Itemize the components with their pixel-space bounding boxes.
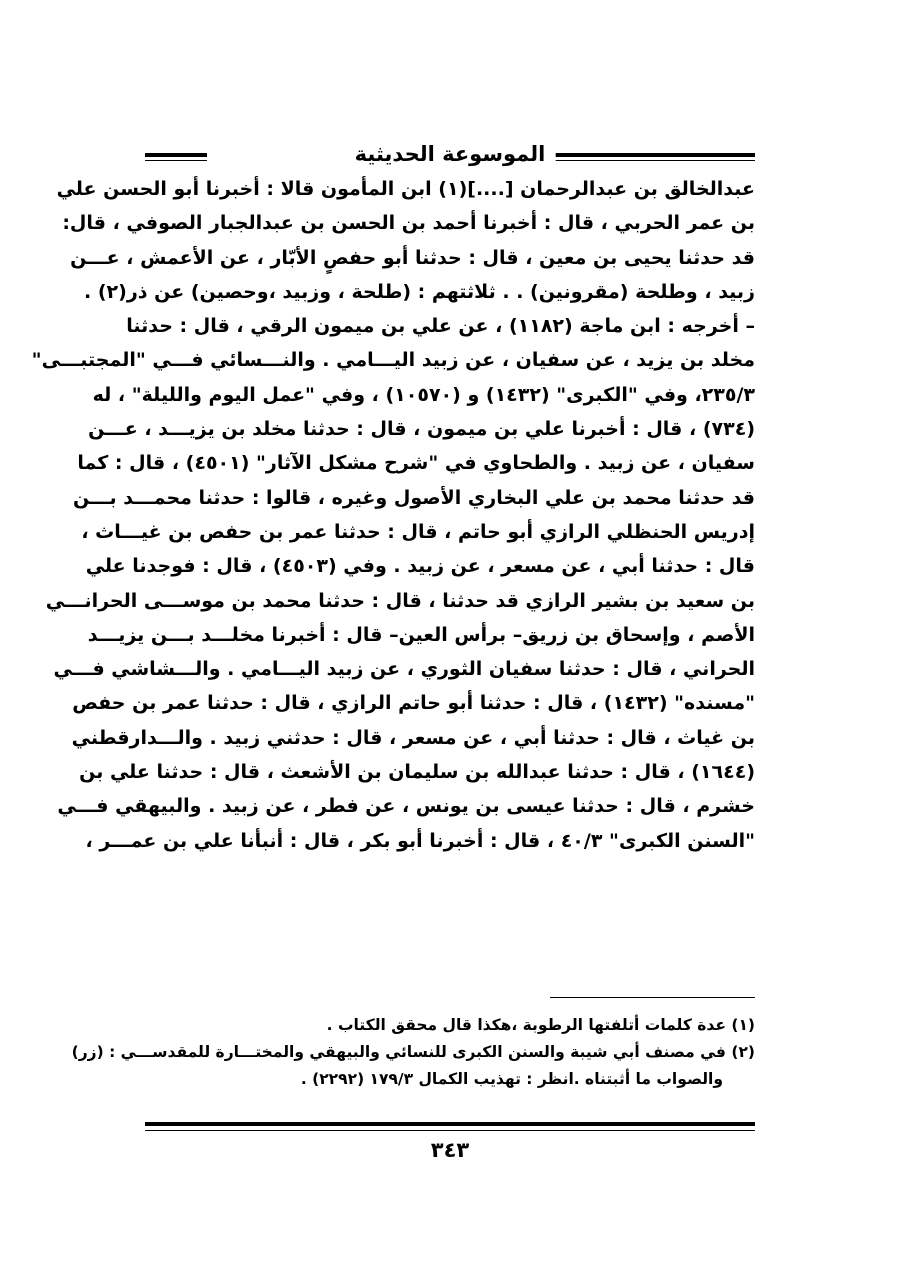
text-line: "السنن الكبرى" ٤٠/٣ ، قال : أخبرنا أبو بكر ، قال : أنبأنا علي بن عمـــر ،: [85, 829, 755, 852]
text-line: الأصم ، وإسحاق بن زريق– برأس العين– قال : أخبرنا مخلـــد بـــن يزيـــد: [87, 623, 755, 646]
page-number: ٣٤٣: [430, 1138, 470, 1162]
text-line: قد حدثنا يحيى بن معين ، قال : حدثنا أبو حفصٍ الأبّار ، عن الأعمش ، عـــن: [70, 246, 755, 269]
text-line: مخلد بن يزيد ، عن سفيان ، عن زبيد اليـــامي . والنـــسائي فـــي "المجتبـــى": [31, 349, 755, 372]
header-title: الموسوعة الحديثية: [345, 142, 556, 166]
text-line: بن سعيد بن بشير الرازي قد حدثنا ، قال : حدثنا محمد بن موســـى الحرانـــي: [45, 589, 755, 612]
text-line: بن غياث ، قال : حدثنا أبي ، عن مسعر ، قال : حدثني زبيد . والـــدارقطني: [71, 726, 755, 749]
text-line: الحراني ، قال : حدثنا سفيان الثوري ، عن زبيد اليـــامي . والـــشاشي فـــي: [53, 658, 755, 681]
text-line: – أخرجه : ابن ماجة (١١٨٢) ، عن علي بن ميمون الرقي ، قال : حدثنا: [126, 315, 755, 338]
footnote-1: (١) عدة كلمات أتلفتها الرطوبة ،هكذا قال محقق الكتاب .: [326, 1016, 755, 1034]
text-line: سفيان ، عن زبيد . والطحاوي في "شرح مشكل الآثار" (٤٥٠١) ، قال : كما: [77, 452, 755, 475]
text-line: ٢٣٥/٣، وفي "الكبرى" (١٤٣٢) و (١٠٥٧٠) ، وفي "عمل اليوم والليلة" ، له: [92, 383, 755, 406]
running-header: [145, 140, 755, 176]
text-line: إدريس الحنظلي الرازي أبو حاتم ، قال : حدثنا عمر بن حفص بن غيـــاث ،: [81, 520, 755, 543]
header-rule-left: [145, 153, 207, 157]
footnote-2: (٢) في مصنف أبي شيبة والسنن الكبرى للنسائي والبيهقي والمختـــارة للمقدســـي : (زر): [71, 1043, 755, 1061]
text-line: "مسنده" (١٤٣٢) ، قال : حدثنا أبو حاتم الرازي ، قال : حدثنا عمر بن حفص: [72, 692, 755, 715]
text-line: زبيد ، وطلحة (مقرونين) . . ثلاثتهم : (طلحة ، وزبيد ،وحصين) عن ذر(٢) .: [84, 280, 755, 303]
text-line: عبدالخالق بن عبدالرحمان [....](١) ابن المأمون قالا : أخبرنا أبو الحسن علي: [56, 178, 755, 200]
main-text: [31, 172, 755, 858]
text-line: قال : حدثنا أبي ، عن مسعر ، عن زبيد . وفي (٤٥٠٣) ، قال : فوجدنا علي: [85, 555, 755, 578]
text-line: بن عمر الحربي ، قال : أخبرنا أحمد بن الحسن بن عبدالجبار الصوفي ، قال:: [62, 212, 755, 235]
text-line: خشرم ، قال : حدثنا عيسى بن يونس ، عن فطر ، عن زبيد . والبيهقي فـــي: [57, 795, 755, 818]
text-line: قد حدثنا محمد بن علي البخاري الأصول وغيره ، قالوا : حدثنا محمـــد بـــن: [72, 486, 755, 509]
text-line: (١٦٤٤) ، قال : حدثنا عبدالله بن سليمان بن الأشعث ، قال : حدثنا علي بن: [79, 761, 755, 784]
footnotes: [71, 1012, 755, 1093]
header-rule-left-thin: [145, 160, 207, 161]
footer-rule-thin: [145, 1130, 755, 1131]
footnote-separator: [550, 997, 755, 998]
footer-rule-thick: [145, 1122, 755, 1126]
footnote-2-continued: والصواب ما أثبتناه .انظر : تهذيب الكمال ١٧٩/٣ (٢٢٩٢) .: [300, 1070, 723, 1088]
text-line: (٧٣٤) ، قال : أخبرنا علي بن ميمون ، قال : حدثنا مخلد بن يزيـــد ، عـــن: [88, 418, 755, 441]
